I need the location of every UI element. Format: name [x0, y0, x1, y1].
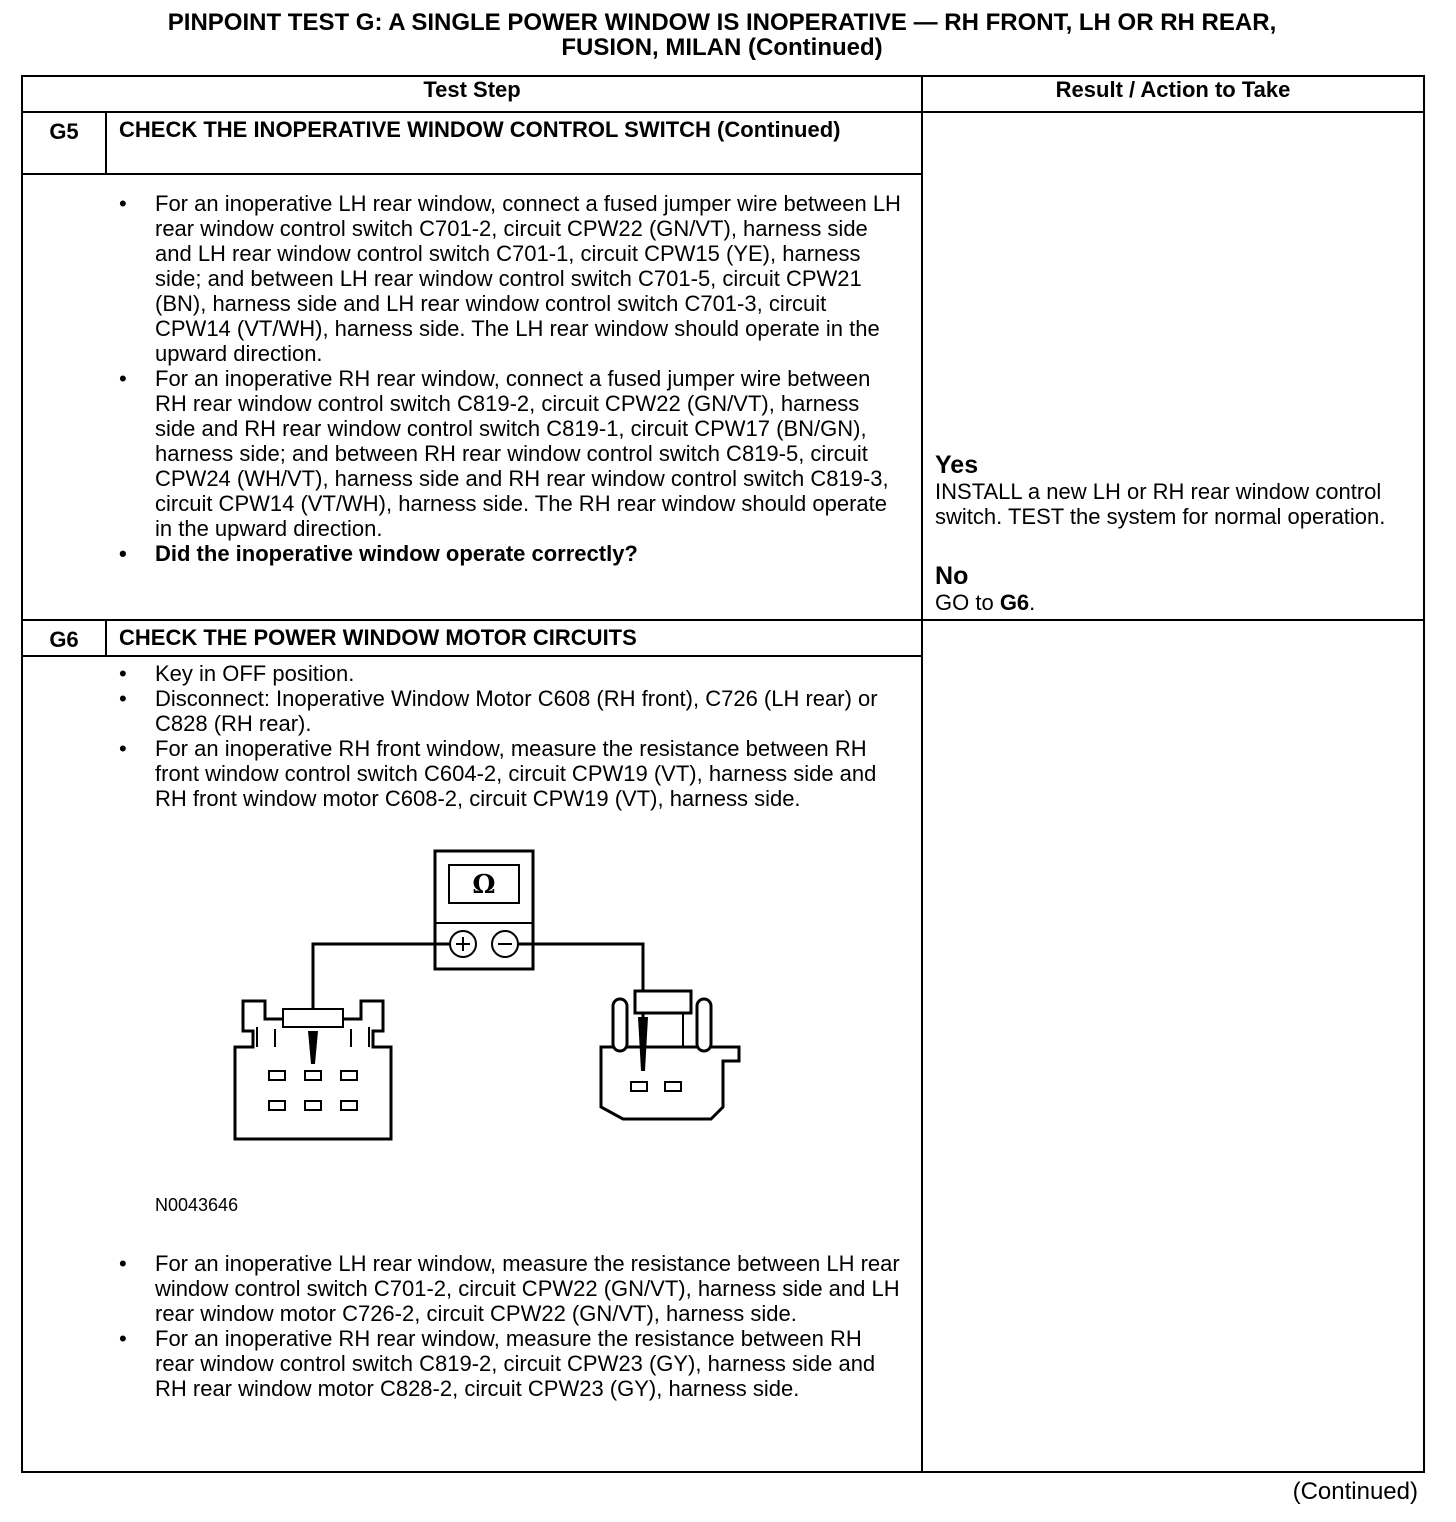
- step-id-g5: G5: [22, 112, 106, 174]
- continued-footer: (Continued): [1292, 1478, 1418, 1505]
- g5-bullet-1: • For an inoperative LH rear window, connect a fused jumper wire between LH rear window control switch C701-2, circuit CPW22 (GN/VT), harness side and LH rear window control switch C701-1, circuit CPW15 (YE), harness side; and between LH rear window control switch C701-5, circuit CPW21 (BN), harness side and LH rear window control switch C701-3, circuit CPW14 (VT/WH), harness side. The LH rear window should operate in the upward direction.: [155, 191, 901, 366]
- figure-id: N0043646: [155, 1195, 239, 1215]
- result-no-label: No: [935, 562, 969, 590]
- result-cell-g6: [922, 620, 1424, 1472]
- g6-bullet-4: • For an inoperative LH rear window, measure the resistance between LH rear window control switch C701-2, circuit CPW22 (GN/VT), harness side and LH rear window motor C726-2, circuit CPW22 (GN/VT), harness side.: [155, 1251, 901, 1326]
- g6-bullet-1: • Key in OFF position.: [155, 661, 901, 686]
- header-result-action: Result / Action to Take: [922, 76, 1424, 112]
- ohm-symbol: Ω: [472, 870, 496, 900]
- pinpoint-test-table: [21, 75, 1425, 1473]
- step-title-g5: CHECK THE INOPERATIVE WINDOW CONTROL SWITCH (Continued): [106, 112, 922, 174]
- result-cell-g5: [922, 112, 1424, 620]
- title-line-1: PINPOINT TEST G: A SINGLE POWER WINDOW IS INOPERATIVE — RH FRONT, LH OR RH REAR,: [167, 9, 1277, 36]
- g6-bullet-3: • For an inoperative RH front window, measure the resistance between RH front window control switch C604-2, circuit CPW19 (VT), harness side and RH front window motor C608-2, circuit CPW19 (VT), harness side.: [155, 736, 901, 811]
- header-test-step: Test Step: [22, 76, 922, 112]
- title-line-2: FUSION, MILAN (Continued): [561, 34, 883, 61]
- wiring-figure: [23, 811, 901, 1251]
- table-row-g5-title: [22, 112, 1424, 174]
- step-title-g6: CHECK THE POWER WINDOW MOTOR CIRCUITS: [106, 620, 922, 656]
- g5-bullet-3: • Did the inoperative window operate correctly?: [155, 541, 901, 566]
- step-body-g5: [22, 174, 922, 620]
- ohmmeter-icon: [435, 851, 533, 969]
- page-title: [20, 10, 1424, 60]
- table-row-g6-title: [22, 620, 1424, 656]
- motor-connector-icon: [601, 991, 739, 1119]
- table-header-row: [22, 76, 1424, 112]
- switch-connector-icon: [235, 1001, 391, 1139]
- step-id-g6: G6: [22, 620, 106, 656]
- g5-bullet-2: • For an inoperative RH rear window, connect a fused jumper wire between RH rear window control switch C819-2, circuit CPW22 (GN/VT), harness side and RH rear window control switch C819-1, circuit CPW17 (BN/GN), harness side; and between RH rear window control switch C819-5, circuit CPW24 (WH/VT), harness side and RH rear window control switch C819-3, circuit CPW14 (VT/WH), harness side. The RH rear window should operate in the upward direction.: [155, 366, 901, 541]
- g6-bullet-5: • For an inoperative RH rear window, measure the resistance between RH rear window control switch C819-2, circuit CPW23 (GY), harness side and RH rear window motor C828-2, circuit CPW23 (GY), harness side.: [155, 1326, 901, 1401]
- result-no-text: GO to G6.: [935, 590, 1036, 615]
- result-yes-text: INSTALL a new LH or RH rear window control switch. TEST the system for normal operation.: [935, 479, 1386, 529]
- g6-bullet-2: • Disconnect: Inoperative Window Motor C608 (RH front), C726 (LH rear) or C828 (RH rear).: [155, 686, 901, 736]
- ohmmeter-diagram: [213, 849, 753, 1169]
- go-to-step-link: G6: [999, 590, 1030, 615]
- result-yes-label: Yes: [935, 451, 979, 479]
- step-body-g6: [22, 656, 922, 1472]
